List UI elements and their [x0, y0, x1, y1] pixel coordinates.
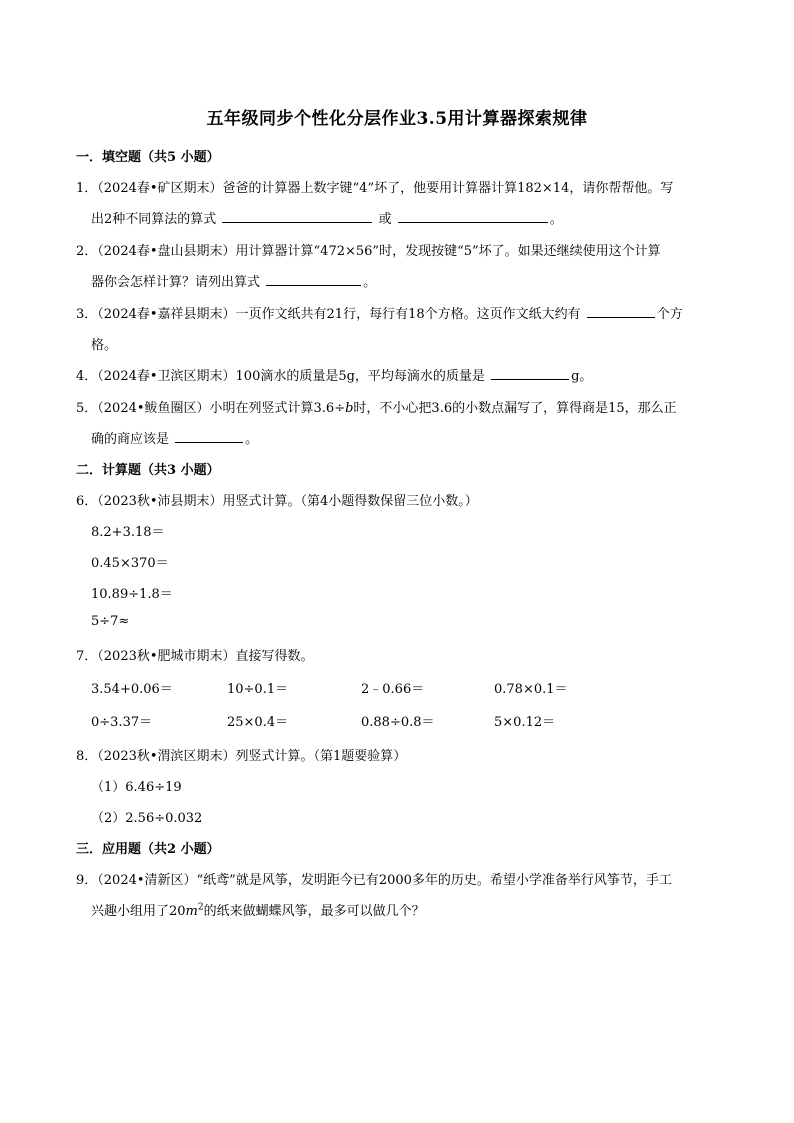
question-4-text-b: g。	[571, 369, 593, 384]
question-7-cell: 10÷0.1＝	[227, 682, 289, 697]
question-5-line-1	[76, 397, 726, 416]
question-9-text-b: 的纸来做蝴蝶风筝，最多可以做几个？	[203, 904, 425, 919]
question-6-line-1: 6．（2023秋•沛县期末）用竖式计算。（第4小题得数保留三位小数。）	[76, 494, 478, 509]
question-1-text-b: 或	[378, 212, 392, 227]
question-7-line-1: 7．（2023秋•肥城市期末）直接写得数。	[76, 649, 314, 664]
answer-blank-5[interactable]	[175, 429, 243, 443]
question-1-text-a: 出2种不同算法的算式	[91, 212, 217, 227]
question-5-text-b: 时，不小心把3.6的小数点漏写了，算得商是15，那么正	[353, 401, 677, 416]
question-7-cell: 0.88÷0.8＝	[361, 715, 435, 730]
question-6-item-4: 5÷7≈	[91, 614, 130, 629]
question-8-item-2: （2）2.56÷0.032	[91, 811, 203, 826]
question-7-cell: 0.78×0.1＝	[494, 682, 568, 697]
question-3-line-2: 格。	[91, 338, 118, 353]
variable-b: b	[345, 401, 354, 416]
question-4-line-1	[76, 365, 726, 384]
question-5-line-2	[91, 428, 741, 447]
question-6-item-1: 8.2+3.18＝	[91, 525, 165, 540]
question-7-cell: 2﹣0.66＝	[361, 682, 425, 697]
question-1-text-c: 。	[549, 212, 563, 227]
question-9-line-1: 9．（2024•清新区）“纸鸢”就是风筝，发明距今已有2000多年的历史。希望小学准备举行风筝节，手工	[76, 873, 672, 888]
question-9-text-a: 兴趣小组用了20	[91, 904, 186, 919]
question-3-text-b: 个方	[656, 307, 683, 322]
question-7-cell: 0÷3.37＝	[91, 715, 153, 730]
question-9-line-2	[91, 900, 741, 919]
question-3-text-a: 3．（2024春•嘉祥县期末）一页作文纸共有21行，每行有18个方格。这页作文纸大约有	[76, 307, 581, 322]
question-2-text-a: 器你会怎样计算？请列出算式	[91, 275, 261, 290]
answer-blank-2[interactable]	[266, 272, 361, 286]
exponent: 2	[197, 902, 204, 913]
section-application: 三．应用题（共2 小题）	[76, 842, 220, 857]
question-5-text-d: 。	[245, 432, 259, 447]
question-2-line-1: 2．（2024春•盘山县期末）用计算器计算“472×56”时，发现按键“5”坏了。如果还继续使用这个计算	[76, 244, 661, 259]
answer-blank-4[interactable]	[491, 366, 569, 380]
question-6-item-2: 0.45×370＝	[91, 556, 169, 571]
answer-blank-1b[interactable]	[398, 209, 548, 223]
question-7-cell: 3.54+0.06＝	[91, 682, 173, 697]
question-8-line-1: 8．（2023秋•渭滨区期末）列竖式计算。（第1题要验算）	[76, 749, 407, 764]
unit-m: m	[185, 904, 198, 919]
question-2-text-b: 。	[363, 275, 377, 290]
question-6-item-3: 10.89÷1.8＝	[91, 587, 173, 602]
answer-blank-1a[interactable]	[222, 209, 372, 223]
question-8-item-1: （1）6.46÷19	[91, 780, 182, 795]
question-4-text-a: 4．（2024春•卫滨区期末）100滴水的质量是5g，平均每滴水的质量是	[76, 369, 485, 384]
question-5-text-a: 5．（2024•鲅鱼圈区）小明在列竖式计算3.6÷	[76, 401, 346, 416]
question-7-cell: 5×0.12＝	[494, 715, 556, 730]
page-title: 五年级同步个性化分层作业3.5用计算器探索规律	[206, 109, 588, 129]
section-fill-blank: 一．填空题（共5 小题）	[76, 150, 220, 165]
question-3-line-1	[76, 303, 726, 322]
question-1-line-1: 1．（2024春•矿区期末）爸爸的计算器上数字键“4”坏了，他要用计算器计算182×14，请你帮帮他。写	[76, 181, 674, 196]
question-7-cell: 25×0.4＝	[227, 715, 289, 730]
question-1-line-2	[91, 208, 741, 227]
answer-blank-3[interactable]	[587, 304, 655, 318]
question-2-line-2	[91, 271, 741, 290]
section-calculation: 二．计算题（共3 小题）	[76, 463, 220, 478]
question-5-text-c: 确的商应该是	[91, 432, 170, 447]
